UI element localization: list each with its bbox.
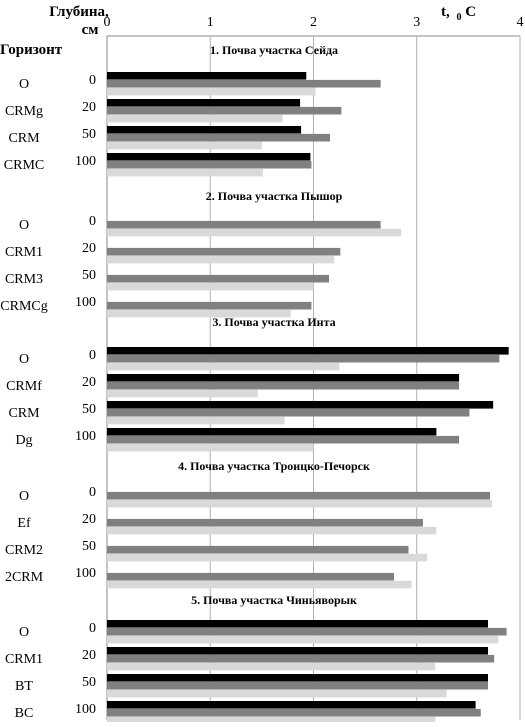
- bar: [107, 374, 459, 382]
- bar: [107, 428, 436, 436]
- depth-label: 20: [82, 240, 96, 256]
- bar: [107, 492, 490, 500]
- horizon-label: CRM: [8, 405, 40, 421]
- bar: [107, 709, 481, 717]
- bar: [107, 717, 435, 722]
- depth-label: 50: [82, 267, 96, 283]
- temperature-label: [441, 4, 476, 24]
- depth-label: 50: [82, 674, 96, 690]
- depth-label: 20: [82, 511, 96, 527]
- depth-label: 100: [75, 294, 96, 310]
- bar: [107, 347, 509, 355]
- horizon-label: O: [18, 217, 30, 233]
- bar: [107, 275, 329, 283]
- depth-label: 50: [82, 538, 96, 554]
- depth-label: 0: [89, 213, 96, 229]
- panel-title: 1. Почва участка Сейда: [209, 43, 339, 57]
- depth-label: 20: [82, 374, 96, 390]
- bar: [107, 107, 341, 115]
- x-tick-label: 1: [206, 15, 214, 30]
- bar: [107, 115, 283, 123]
- bar: [107, 636, 498, 644]
- panel-title: 4. Почва участка Троицко-Печорск: [178, 459, 370, 473]
- horizon-label: O: [18, 624, 30, 640]
- bar: [107, 363, 339, 371]
- horizon-label: CRMC: [3, 157, 45, 173]
- horizon-label: O: [18, 351, 30, 367]
- temperature-symbol: t,: [441, 4, 450, 20]
- bar: [107, 655, 494, 663]
- horizon-label: CRMCg: [0, 298, 48, 314]
- depth-label: 0: [89, 620, 96, 636]
- bar: [107, 527, 436, 535]
- bar: [107, 581, 412, 589]
- depth-label: 20: [82, 99, 96, 115]
- bar: [107, 88, 316, 96]
- temperature-unit: C: [465, 4, 477, 20]
- bar: [107, 628, 507, 636]
- panel-title: 3. Почва участка Инта: [212, 315, 336, 329]
- horizon-label: BC: [14, 705, 34, 721]
- bar: [107, 444, 314, 452]
- horizon-label: CRM1: [4, 651, 44, 667]
- bar: [107, 500, 492, 508]
- bar: [107, 355, 499, 363]
- depth-label: 0: [89, 484, 96, 500]
- bar: [107, 663, 435, 671]
- bar: [107, 256, 334, 264]
- horizon-header: Горизонт: [0, 42, 63, 58]
- horizon-label: CRMf: [6, 378, 42, 394]
- bar: [107, 620, 488, 628]
- depth-label-line2: см: [81, 22, 99, 38]
- x-tick-label: 2: [310, 15, 317, 30]
- horizon-label: O: [18, 488, 30, 504]
- bars-layer: [107, 72, 509, 722]
- depth-label: 50: [82, 401, 96, 417]
- bar: [107, 382, 459, 390]
- depth-label: 100: [75, 428, 96, 444]
- depth-label: 50: [82, 126, 96, 142]
- horizon-label: BT: [15, 678, 33, 694]
- horizon-label: Ef: [17, 515, 31, 531]
- bar: [107, 674, 488, 682]
- bar: [107, 682, 488, 690]
- bar: [107, 80, 381, 88]
- bar: [107, 409, 469, 417]
- bar: [107, 248, 340, 256]
- panel-title: 2. Почва участка Пышор: [205, 189, 343, 203]
- bar: [107, 283, 314, 291]
- depth-label-line1: Глубина,: [49, 4, 109, 20]
- bar: [107, 169, 263, 177]
- bar: [107, 153, 310, 161]
- bar: [107, 554, 427, 562]
- bar: [107, 417, 285, 425]
- depth-label: 0: [89, 347, 96, 363]
- bar: [107, 72, 306, 80]
- bar: [107, 161, 311, 169]
- bar: [107, 690, 447, 698]
- depth-label: 0: [89, 72, 96, 88]
- panel-title: 5. Почва участка Чиньяворык: [191, 593, 357, 607]
- horizon-label: 2CRM: [4, 569, 44, 585]
- bar: [107, 701, 476, 709]
- depth-label: 20: [82, 647, 96, 663]
- depth-label: 100: [75, 701, 96, 717]
- horizon-label: Dg: [15, 432, 33, 448]
- bar: [107, 142, 262, 150]
- bar: [107, 436, 459, 444]
- horizon-label: O: [18, 76, 30, 92]
- bar: [107, 134, 330, 142]
- bar: [107, 302, 311, 310]
- horizon-label: CRMg: [4, 103, 44, 119]
- bar: [107, 647, 488, 655]
- depth-label: 100: [75, 153, 96, 169]
- bar: [107, 229, 401, 237]
- bar: [107, 573, 394, 581]
- bar: [107, 519, 423, 527]
- temperature-subscript: 0: [456, 12, 462, 23]
- horizon-label: CRM3: [4, 271, 44, 287]
- x-tick-label: 3: [413, 15, 421, 30]
- x-tick-label: 4: [516, 15, 524, 30]
- bar: [107, 126, 301, 134]
- horizon-label: CRM2: [4, 542, 44, 558]
- bar: [107, 401, 493, 409]
- depth-label: 100: [75, 565, 96, 581]
- bar: [107, 99, 300, 107]
- bar: [107, 546, 408, 554]
- horizon-label: CRM1: [4, 244, 44, 260]
- x-tick-label: 0: [103, 15, 111, 30]
- horizon-label: CRM: [8, 130, 40, 146]
- bar: [107, 221, 381, 229]
- bar: [107, 390, 258, 398]
